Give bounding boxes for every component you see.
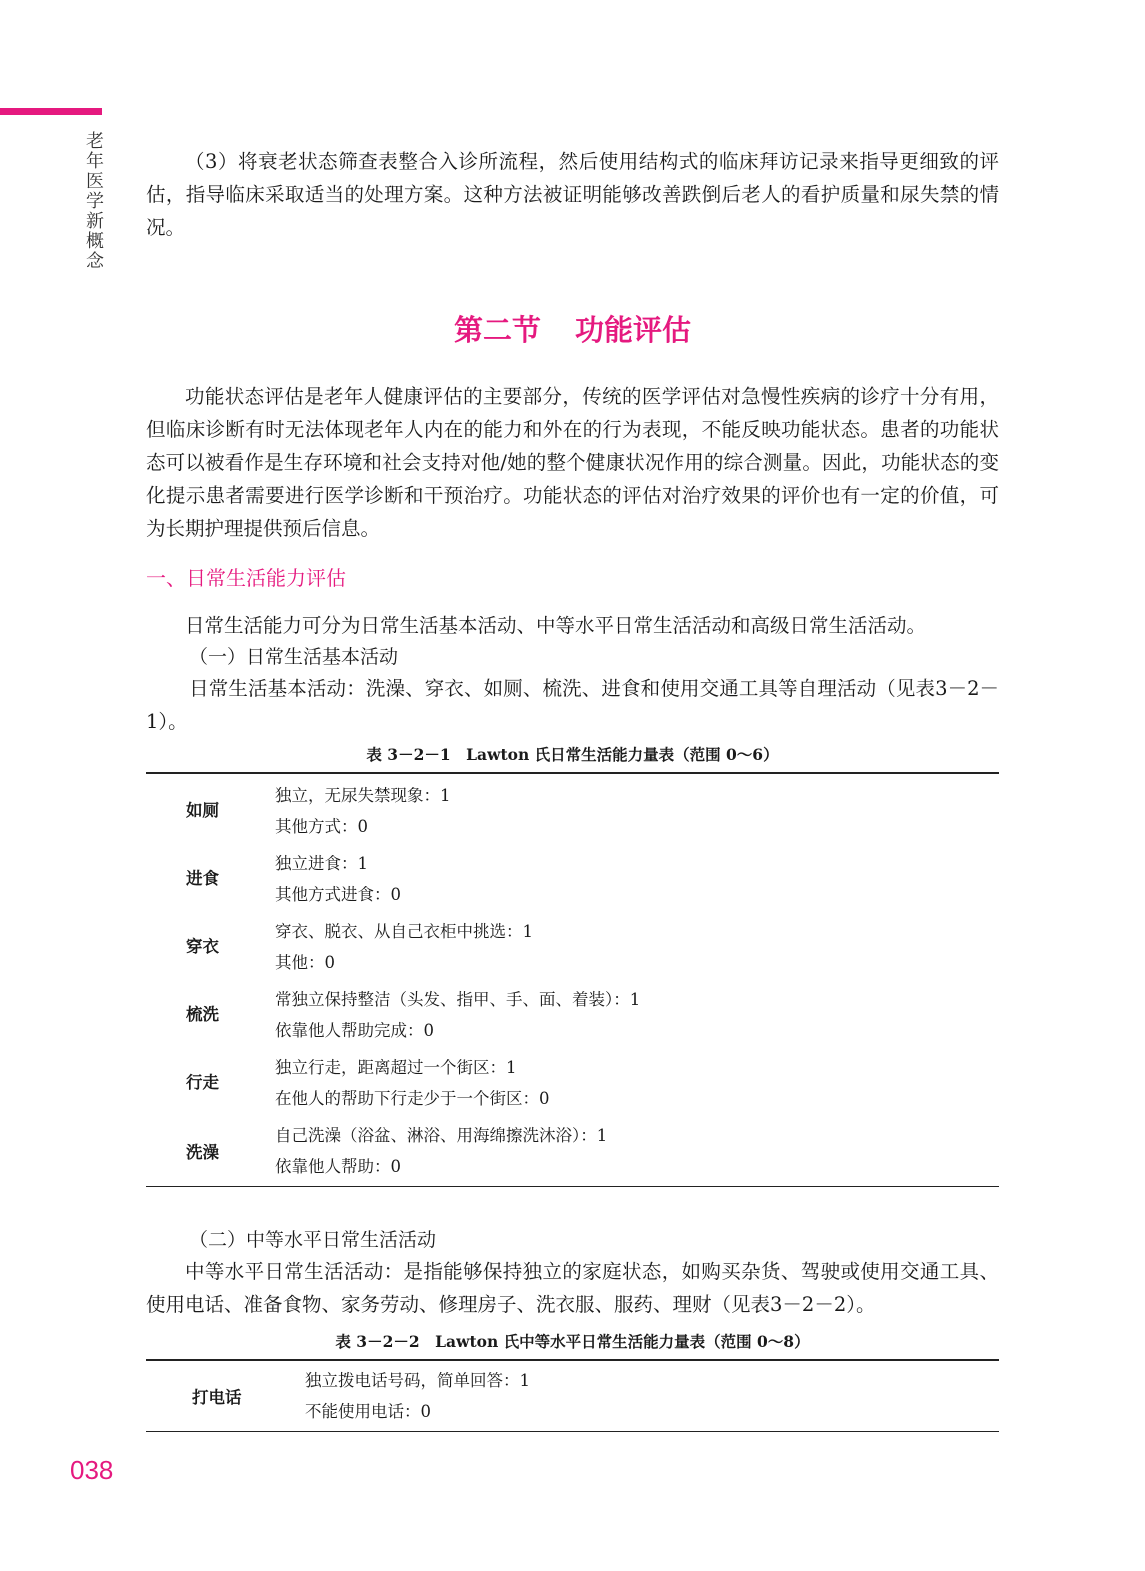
table-row: 洗澡 自己洗澡（浴盆、淋浴、用海绵擦洗沐浴）：1 依靠他人帮助：0	[186, 1126, 608, 1176]
section-number: 第二节	[453, 313, 541, 347]
page-content	[146, 145, 999, 1432]
table2-caption: 表 3－2－2 Lawton 氏中等水平日常生活能力量表（范围 0～8）	[335, 1332, 810, 1351]
section-paragraph: 功能状态评估是老年人健康评估的主要部分，传统的医学评估对急慢性疾病的诊疗十分有用，但临床诊断有时无法体现老年人内在的能力和外在的行为表现，不能反映功能状态。患者的功能状态可以被看作是生存环境和社会支持对他/她的整个健康状况作用的综合测量。因此，功能状态的变化提示患者需要进行医学诊断和干预治疗。功能状态的评估对治疗效果的评价也有一定的价值，可为长期护理提供预后信息。	[146, 385, 999, 540]
table-row: 行走 独立行走，距离超过一个街区：1 在他人的帮助下行走少于一个街区：0	[186, 1058, 550, 1108]
table1-caption: 表 3－2－1 Lawton 氏日常生活能力量表（范围 0～6）	[366, 745, 779, 764]
table-row: 梳洗 常独立保持整洁（头发、指甲、手、面、着装）：1 依靠他人帮助完成：0	[186, 990, 641, 1040]
table2	[146, 1359, 999, 1432]
running-title: 老年医学新概念	[86, 131, 104, 272]
intermediate-activities-text: 中等水平日常生活活动：是指能够保持独立的家庭状态，如购买杂货、驾驶或使用交通工具、使用电话、准备食物、家务劳动、修理房子、洗衣服、服药、理财（见表3－2－2）。	[146, 1260, 999, 1316]
table-row: 如厕 独立，无尿失禁现象：1 其他方式：0	[186, 786, 451, 836]
basic-activities-text: 日常生活基本活动：洗澡、穿衣、如厕、梳洗、进食和使用交通工具等自理活动（见表3－2－1）。	[146, 677, 999, 733]
header-accent-bar	[0, 108, 102, 115]
table1	[146, 772, 999, 1187]
table-row: 打电话 独立拨电话号码，简单回答：1 不能使用电话：0	[192, 1371, 530, 1421]
intermediate-activities-heading: （二）中等水平日常生活活动	[189, 1229, 437, 1251]
table-row: 穿衣 穿衣、脱衣、从自己衣柜中挑选：1 其他：0	[186, 922, 533, 972]
section-name: 功能评估	[575, 313, 692, 347]
intro-paragraph: （3）将衰老状态筛查表整合入诊所流程，然后使用结构式的临床拜访记录来指导更细致的评估，指导临床采取适当的处理方案。这种方法被证明能够改善跌倒后老人的看护质量和尿失禁的情况。	[146, 150, 999, 239]
page-number: 038	[70, 1455, 114, 1485]
adl-intro: 日常生活能力可分为日常生活基本活动、中等水平日常生活活动和高级日常生活活动。	[185, 614, 927, 637]
section-title	[146, 310, 999, 350]
basic-activities-heading: （一）日常生活基本活动	[189, 646, 399, 668]
adl-heading: 一、日常生活能力评估	[146, 566, 346, 590]
table-row: 进食 独立进食：1 其他方式进食：0	[186, 854, 401, 904]
